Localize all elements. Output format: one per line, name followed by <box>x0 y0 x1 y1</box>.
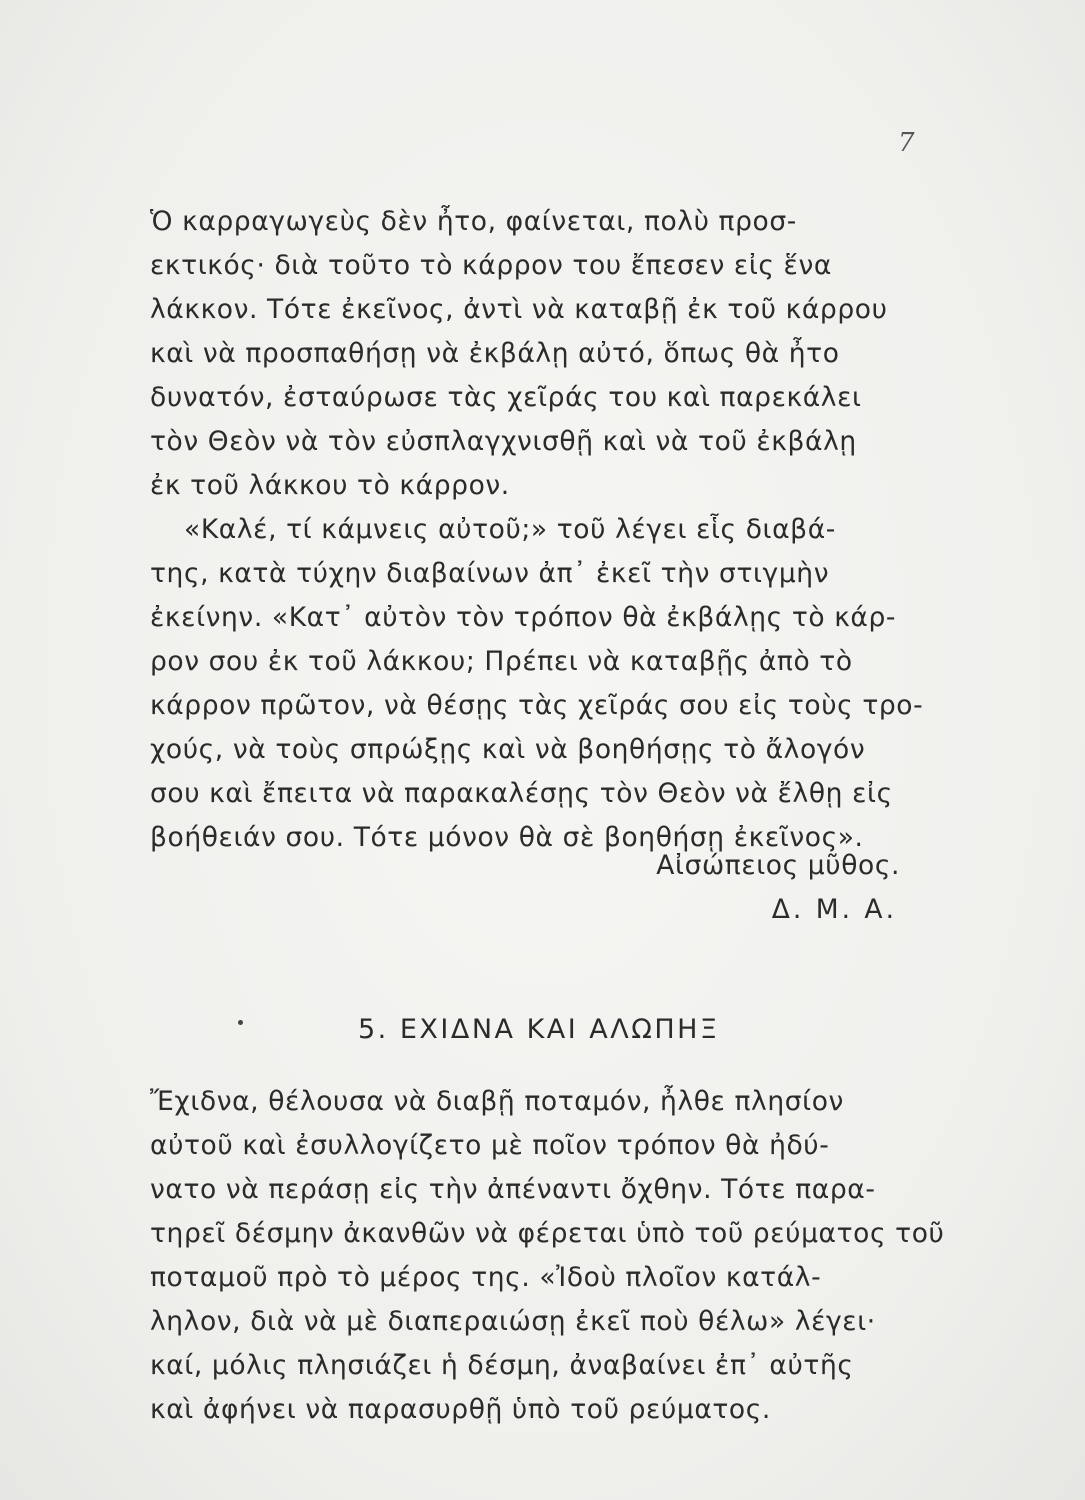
text-line: αὐτοῦ καὶ ἐσυλλογίζετο μὲ ποῖον τρόπον θὰ ἠδύ- <box>150 1130 830 1161</box>
text-line: ρον σου ἐκ τοῦ λάκκου; Πρέπει νὰ καταβῇς ἀπὸ τὸ <box>150 646 853 677</box>
text-line: τηρεῖ δέσμην ἀκανθῶν νὰ φέρεται ὑπὸ τοῦ ρεύματος τοῦ <box>150 1218 945 1249</box>
text-line: Ἔχιδνα, θέλουσα νὰ διαβῇ ποταμόν, ἦλθε πλησίον <box>150 1086 844 1117</box>
author-initials: Δ. Μ. Α. <box>771 894 897 925</box>
source-note: Αἰσώπειος μῦθος. <box>656 850 900 881</box>
text-line: λάκκον. Τότε ἐκεῖνος, ἀντὶ νὰ καταβῇ ἐκ τοῦ κάρρου <box>150 294 888 325</box>
text-line: σου καὶ ἔπειτα νὰ παρακαλέσῃς τὸν Θεὸν νὰ ἔλθῃ εἰς <box>150 778 893 809</box>
text-line: χούς, νὰ τοὺς σπρώξῃς καὶ νὰ βοηθήσῃς τὸ ἄλογόν <box>150 734 866 765</box>
story-1-attribution <box>656 844 900 932</box>
story-2-body <box>150 1080 955 1432</box>
text-line: «Καλέ, τί κάμνεις αὐτοῦ;» τοῦ λέγει εἷς διαβά- <box>184 514 836 545</box>
text-line: βοήθειάν σου. Τότε μόνον θὰ σὲ βοηθήσῃ ἐκεῖνος». <box>150 822 864 853</box>
text-line: της, κατὰ τύχην διαβαίνων ἀπ᾽ ἐκεῖ τὴν στιγμὴν <box>150 558 830 589</box>
text-line: δυνατόν, ἐσταύρωσε τὰς χεῖράς του καὶ παρεκάλει <box>150 382 862 413</box>
story-1-body <box>150 200 955 860</box>
story-2-heading: 5. ΕΧΙΔΝΑ ΚΑΙ ΑΛΩΠΗΞ <box>358 1014 720 1045</box>
text-line: καὶ νὰ προσπαθήσῃ νὰ ἐκβάλῃ αὐτό, ὅπως θὰ ἦτο <box>150 338 840 369</box>
text-line: κάρρον πρῶτον, νὰ θέσῃς τὰς χεῖράς σου εἰς τοὺς τρο- <box>150 690 924 721</box>
text-line: καί, μόλις πλησιάζει ἡ δέσμη, ἀναβαίνει ἐπ᾽ αὐτῆς <box>150 1350 854 1381</box>
stray-dot <box>238 1020 243 1025</box>
text-line: τὸν Θεὸν νὰ τὸν εὐσπλαγχνισθῇ καὶ νὰ τοῦ ἐκβάλῃ <box>150 426 857 457</box>
page-number: 7 <box>898 128 915 158</box>
text-line: καὶ ἀφήνει νὰ παρασυρθῇ ὑπὸ τοῦ ρεύματος. <box>150 1394 771 1425</box>
text-line: εκτικός· διὰ τοῦτο τὸ κάρρον του ἔπεσεν εἰς ἕνα <box>150 250 832 281</box>
text-line: ἐκείνην. «Κατ᾽ αὐτὸν τὸν τρόπον θὰ ἐκβάλῃς τὸ κάρ- <box>150 602 897 633</box>
text-line: ληλον, διὰ νὰ μὲ διαπεραιώσῃ ἐκεῖ ποὺ θέλω» λέγει· <box>150 1306 876 1337</box>
text-line: ποταμοῦ πρὸ τὸ μέρος της. «Ἰδοὺ πλοῖον κατάλ- <box>150 1262 822 1293</box>
text-line: νατο νὰ περάσῃ εἰς τὴν ἀπέναντι ὄχθην. Τότε παρα- <box>150 1174 876 1205</box>
text-line: ἐκ τοῦ λάκκου τὸ κάρρον. <box>150 470 510 501</box>
text-line: Ὁ καρραγωγεὺς δὲν ἦτο, φαίνεται, πολὺ προσ- <box>150 206 797 237</box>
